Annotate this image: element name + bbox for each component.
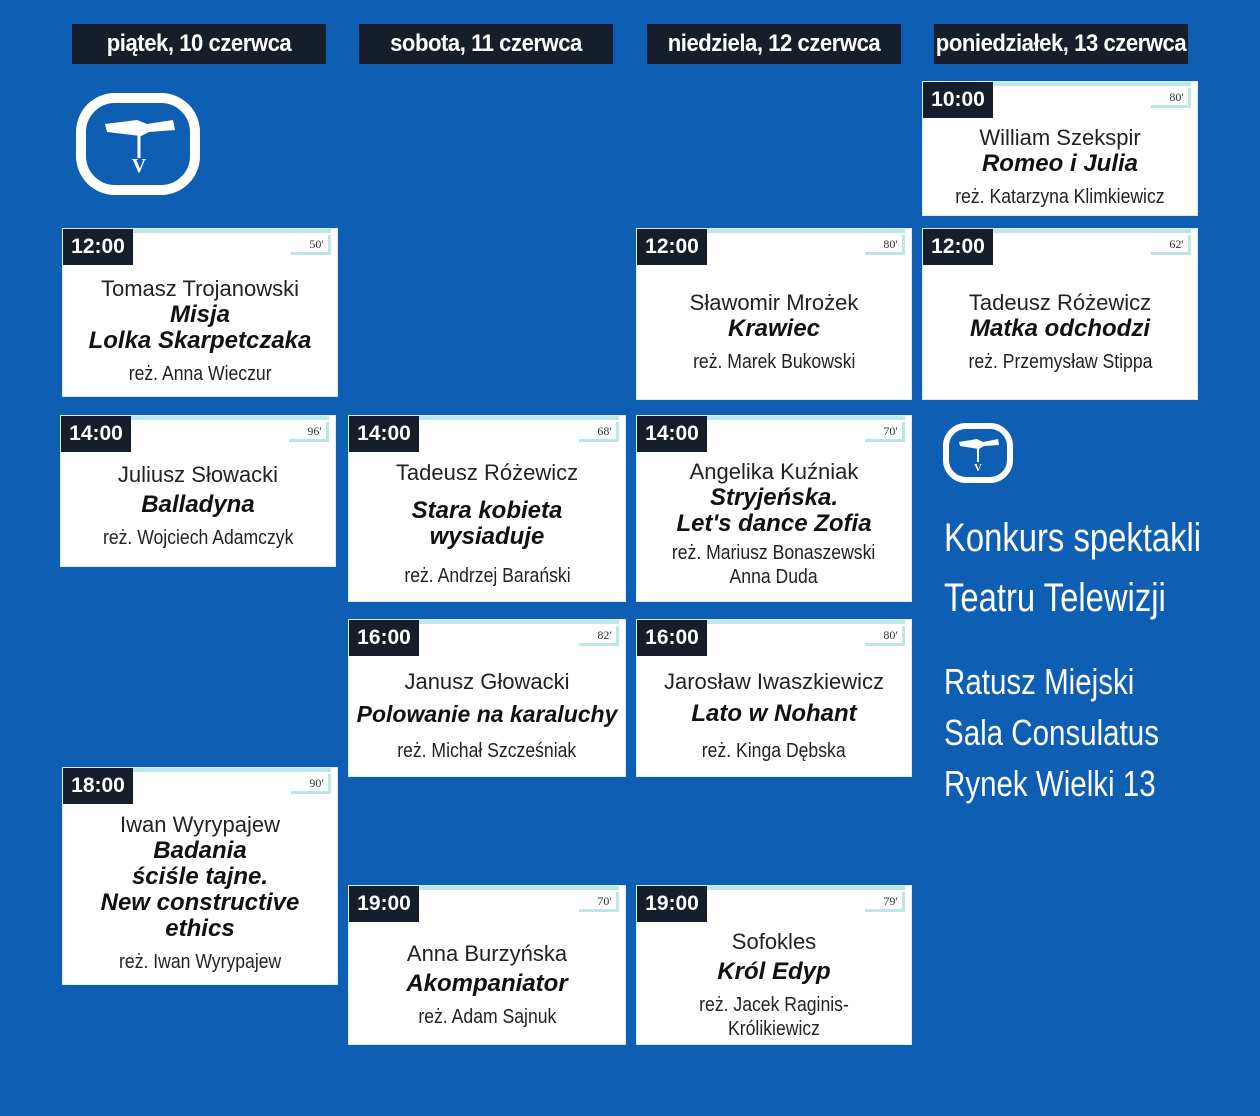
show-title: Romeo i Julia xyxy=(981,149,1139,177)
day-header-sat: sobota, 11 czerwca xyxy=(359,24,613,64)
tv-theatre-logo-icon xyxy=(75,92,201,196)
show-card[interactable] xyxy=(923,229,1197,399)
show-time: 14:00 xyxy=(61,416,131,452)
show-duration: 70′ xyxy=(865,422,905,442)
show-author: William Szekspir xyxy=(979,124,1141,150)
show-director: reż. Michał Szcześniak xyxy=(397,740,577,762)
show-time: 18:00 xyxy=(63,768,133,804)
show-author: Angelika Kuźniak xyxy=(689,458,859,484)
show-title: Badania ściśle tajne. New constructive ethics xyxy=(100,837,300,942)
show-title: Król Edyp xyxy=(717,958,831,985)
show-card[interactable] xyxy=(637,229,911,399)
show-author: Tadeusz Różewicz xyxy=(395,459,579,485)
show-title: Misja Lolka Skarpetczaka xyxy=(88,300,312,354)
show-director: reż. Kinga Dębska xyxy=(702,740,846,762)
show-duration: 90′ xyxy=(291,774,331,794)
show-card[interactable] xyxy=(63,229,337,396)
show-author: Iwan Wyrypajew xyxy=(120,812,280,837)
show-duration: 50′ xyxy=(291,235,331,255)
show-author: Sławomir Mrożek xyxy=(689,290,859,315)
show-duration: 80′ xyxy=(865,235,905,255)
show-card[interactable] xyxy=(637,620,911,776)
show-time: 19:00 xyxy=(349,886,419,922)
show-card[interactable] xyxy=(637,416,911,601)
show-card[interactable] xyxy=(61,416,335,566)
show-duration: 80′ xyxy=(1151,88,1191,108)
show-title: Lato w Nohant xyxy=(691,700,857,727)
show-director: reż. Iwan Wyrypajew xyxy=(118,951,282,973)
show-author: Sofokles xyxy=(731,929,817,954)
show-director: reż. Katarzyna Klimkiewicz xyxy=(955,185,1165,208)
show-card[interactable] xyxy=(63,768,337,984)
show-title: Matka odchodzi xyxy=(969,315,1150,342)
show-time: 12:00 xyxy=(63,229,133,265)
show-time: 16:00 xyxy=(349,620,419,656)
show-director: reż. Marek Bukowski xyxy=(692,351,856,373)
show-director: reż. Wojciech Adamczyk xyxy=(102,527,294,549)
contest-title: Konkurs spektakli Teatru Telewizji xyxy=(944,516,1202,620)
show-duration: 70′ xyxy=(579,892,619,912)
venue-info: Ratusz Miejski Sala Consulatus Rynek Wielki 13 xyxy=(944,661,1159,804)
show-author: Juliusz Słowacki xyxy=(117,462,279,487)
show-card[interactable] xyxy=(923,82,1197,215)
show-director: reż. Jacek Raginis-Królikiewicz xyxy=(699,994,849,1040)
show-author: Jarosław Iwaszkiewicz xyxy=(663,669,885,694)
show-time: 19:00 xyxy=(637,886,707,922)
show-duration: 82′ xyxy=(579,626,619,646)
show-author: Tadeusz Różewicz xyxy=(968,290,1152,315)
show-time: 16:00 xyxy=(637,620,707,656)
show-director: reż. Andrzej Barański xyxy=(403,564,571,587)
show-title: Krawiec xyxy=(727,315,821,342)
show-director: reż. Anna Wieczur xyxy=(128,362,272,385)
show-title: Stara kobieta wysiaduje xyxy=(411,496,563,550)
show-card[interactable] xyxy=(349,620,625,776)
show-author: Anna Burzyńska xyxy=(406,941,568,966)
show-title: Balladyna xyxy=(141,491,255,518)
show-director: reż. Mariusz Bonaszewski Anna Duda xyxy=(672,541,876,588)
show-director: reż. Przemysław Stippa xyxy=(968,351,1152,373)
show-duration: 80′ xyxy=(865,626,905,646)
show-time: 10:00 xyxy=(923,82,993,118)
svg-text:V: V xyxy=(131,155,147,177)
day-header-fri: piątek, 10 czerwca xyxy=(72,24,326,64)
show-director: reż. Adam Sajnuk xyxy=(418,1006,556,1028)
tv-theatre-logo-small-icon xyxy=(942,422,1014,484)
show-time: 14:00 xyxy=(349,416,419,452)
day-header-sun: niedziela, 12 czerwca xyxy=(647,24,901,64)
show-time: 14:00 xyxy=(637,416,707,452)
show-duration: 96′ xyxy=(289,422,329,442)
show-title: Akompaniator xyxy=(406,970,568,997)
show-title: Polowanie na karaluchy xyxy=(356,701,618,727)
show-duration: 79′ xyxy=(865,892,905,912)
show-title: Stryjeńska. Let's dance Zofia xyxy=(676,483,872,537)
show-time: 12:00 xyxy=(637,229,707,265)
show-author: Tomasz Trojanowski xyxy=(100,275,300,301)
show-duration: 62′ xyxy=(1151,235,1191,255)
svg-text:V: V xyxy=(974,462,982,474)
show-time: 12:00 xyxy=(923,229,993,265)
show-author: Janusz Głowacki xyxy=(404,669,570,694)
show-card[interactable] xyxy=(349,886,625,1044)
show-card[interactable] xyxy=(637,886,911,1044)
show-duration: 68′ xyxy=(579,422,619,442)
show-card[interactable] xyxy=(349,416,625,601)
day-header-mon: poniedziałek, 13 czerwca xyxy=(934,24,1188,64)
